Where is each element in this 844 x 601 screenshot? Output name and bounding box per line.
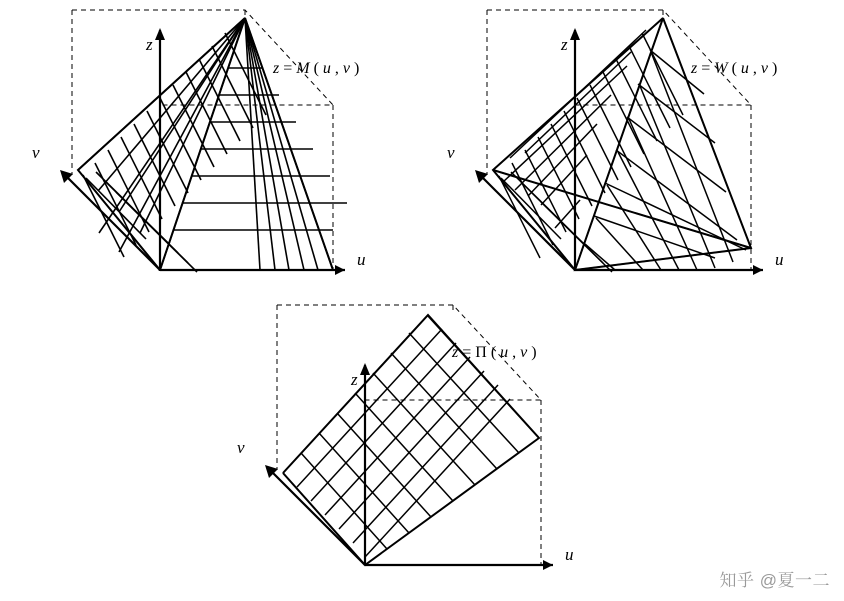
panel-possibility bbox=[205, 295, 625, 595]
panel-membership bbox=[0, 0, 400, 300]
surface-label-fn: W bbox=[714, 60, 728, 77]
surface-label-z: z bbox=[691, 60, 698, 77]
surface-label-fn: M bbox=[296, 60, 310, 77]
axis-label-v: v bbox=[237, 438, 245, 457]
axis-label-z: z bbox=[561, 35, 568, 54]
axis-label-z: z bbox=[351, 370, 358, 389]
surface-label-weight: z = W ( u , v ) bbox=[691, 60, 778, 77]
axis-label-v: v bbox=[447, 143, 455, 162]
axis-label-v: v bbox=[32, 143, 40, 162]
surface-label-membership: z = M ( u , v ) bbox=[273, 60, 360, 77]
surface-label-possibility: z = Π ( u , v ) bbox=[452, 344, 537, 361]
axis-label-z: z bbox=[146, 35, 153, 54]
axis-label-u: u bbox=[565, 545, 574, 564]
panel-weight bbox=[415, 0, 835, 300]
surface-label-fn: Π bbox=[475, 344, 487, 361]
surface-silhouette-weight bbox=[493, 18, 751, 270]
surface-mesh-membership bbox=[78, 18, 347, 272]
surface-label-z: z bbox=[452, 344, 459, 361]
axis-label-u: u bbox=[357, 250, 366, 269]
watermark: 知乎 @夏一二 bbox=[719, 571, 830, 590]
surface-label-z: z bbox=[273, 60, 280, 77]
axis-label-u: u bbox=[775, 250, 784, 269]
